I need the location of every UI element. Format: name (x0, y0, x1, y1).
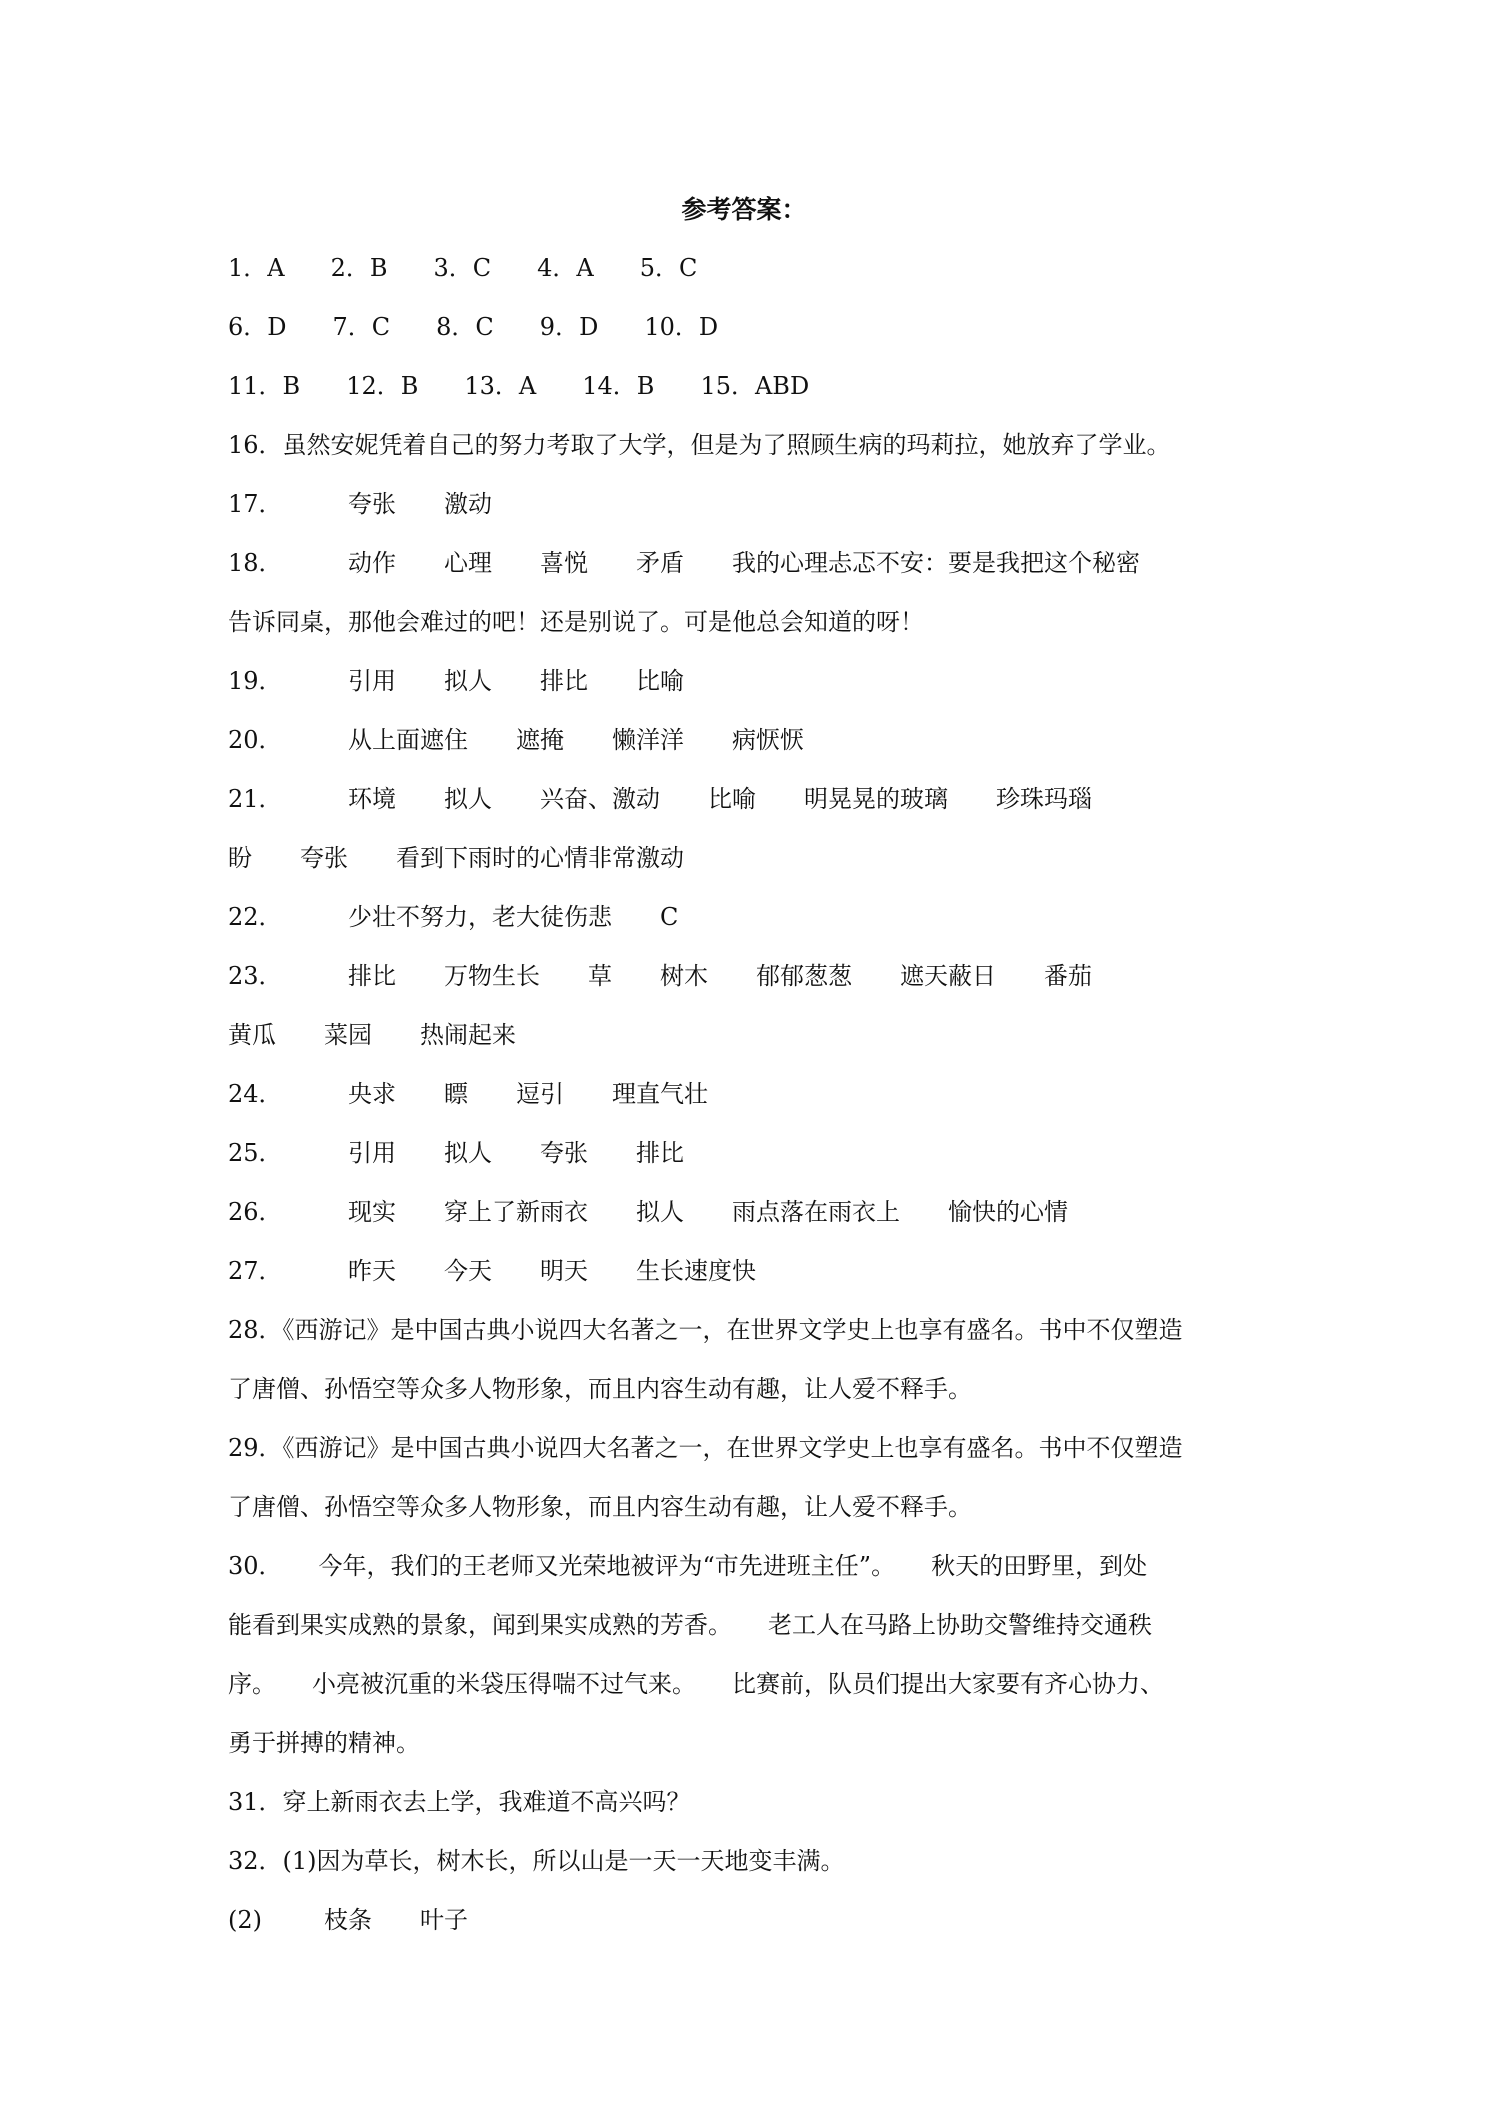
answer-28-line-2: 了唐僧、孙悟空等众多人物形象，而且内容生动有趣，让人爱不释手。 (228, 1375, 972, 1403)
answer-item: 理直气壮 (612, 1080, 708, 1108)
answer-19 (228, 661, 1268, 701)
answer-item: 动作 (348, 549, 396, 577)
question-number: 27． (228, 1257, 283, 1285)
answer-item: 愉快的心情 (948, 1198, 1068, 1226)
answer-item: 叶子 (420, 1906, 468, 1934)
answer-item: 9．D (539, 313, 599, 341)
answer-item: 懒洋洋 (612, 726, 684, 754)
answer-item: 引用 (348, 1139, 396, 1167)
mc-row-3 (228, 366, 1268, 406)
page-title: 参考答案： (681, 195, 807, 224)
answer-26 (228, 1192, 1268, 1232)
answer-30-line-3: 序。 小亮被沉重的米袋压得喘不过气来。 比赛前，队员们提出大家要有齐心协力、 (228, 1670, 1164, 1698)
answer-30-line-2: 能看到果实成熟的景象，闻到果实成熟的芳香。 老工人在马路上协助交警维持交通秩 (228, 1611, 1152, 1639)
answer-item: 比喻 (636, 667, 684, 695)
question-number: 17． (228, 490, 283, 518)
answer-31: 31．穿上新雨衣去上学，我难道不高兴吗？ (228, 1788, 691, 1816)
answer-item: 郁郁葱葱 (756, 962, 852, 990)
answer-item: 激动 (444, 490, 492, 518)
answer-22 (228, 897, 1268, 937)
answer-32-part-1: 32．(1)因为草长，树木长，所以山是一天一天地变丰满。 (228, 1847, 845, 1875)
answer-item: 12．B (346, 372, 419, 400)
question-number: (2) (228, 1906, 262, 1934)
answer-item: 13．A (464, 372, 537, 400)
answer-item: 珍珠玛瑙 (996, 785, 1092, 813)
answer-item: 兴奋、激动 (540, 785, 660, 813)
answer-item: 11．B (228, 372, 301, 400)
answer-item: 雨点落在雨衣上 (732, 1198, 900, 1226)
answer-item: 黄瓜 (228, 1021, 276, 1049)
answer-item: 明晃晃的玻璃 (804, 785, 948, 813)
answer-29-line-1: 29．《西游记》是中国古典小说四大名著之一，在世界文学史上也享有盛名。书中不仅塑造 (228, 1434, 1183, 1462)
question-number: 20． (228, 726, 283, 754)
answer-item: 我的心理忐忑不安：要是我把这个秘密 (732, 549, 1140, 577)
answer-item: 心理 (444, 549, 492, 577)
answer-16: 16．虽然安妮凭着自己的努力考取了大学，但是为了照顾生病的玛莉拉，她放弃了学业。 (228, 431, 1171, 459)
answer-item: 拟人 (636, 1198, 684, 1226)
answer-item: 夸张 (348, 490, 396, 518)
answer-item: 病恹恹 (732, 726, 804, 754)
answer-item: 从上面遮住 (348, 726, 468, 754)
answer-17 (228, 484, 1268, 524)
answer-item: 遮掩 (516, 726, 564, 754)
question-number: 25． (228, 1139, 283, 1167)
question-number: 21． (228, 785, 283, 813)
answer-23 (228, 956, 1268, 996)
answer-item: 热闹起来 (420, 1021, 516, 1049)
answer-item: 排比 (540, 667, 588, 695)
answer-item: 15．ABD (700, 372, 810, 400)
answer-item: 夸张 (540, 1139, 588, 1167)
answer-27 (228, 1251, 1268, 1291)
mc-row-2 (228, 307, 1268, 347)
answer-23-continued (228, 1015, 1268, 1055)
answer-item: 3．C (433, 254, 492, 282)
answer-21-continued (228, 838, 1268, 878)
question-number: 26． (228, 1198, 283, 1226)
answer-24 (228, 1074, 1268, 1114)
question-number: 22． (228, 903, 283, 931)
answer-item: 环境 (348, 785, 396, 813)
answer-item: 树木 (660, 962, 708, 990)
question-number: 18． (228, 549, 283, 577)
answer-item: 瞟 (444, 1080, 468, 1108)
answer-32-part-2 (228, 1900, 1268, 1940)
answer-item: 比喻 (708, 785, 756, 813)
answer-item: 拟人 (444, 667, 492, 695)
answer-25 (228, 1133, 1268, 1173)
answer-item: 现实 (348, 1198, 396, 1226)
answer-item: 4．A (537, 254, 594, 282)
mc-row-1 (228, 248, 1268, 288)
answer-item: 菜园 (324, 1021, 372, 1049)
answer-item: 喜悦 (540, 549, 588, 577)
answer-item: 排比 (636, 1139, 684, 1167)
answer-item: 14．B (582, 372, 655, 400)
question-number: 24． (228, 1080, 283, 1108)
answer-item: 拟人 (444, 785, 492, 813)
answer-item: 10．D (644, 313, 719, 341)
question-number: 19． (228, 667, 283, 695)
answer-item: 1．A (228, 254, 285, 282)
answer-28-line-1: 28．《西游记》是中国古典小说四大名著之一，在世界文学史上也享有盛名。书中不仅塑造 (228, 1316, 1183, 1344)
answer-item: C (660, 903, 679, 931)
answer-item: 5．C (639, 254, 698, 282)
answer-item: 8．C (436, 313, 494, 341)
answer-item: 矛盾 (636, 549, 684, 577)
answer-30-line-1: 30． 今年，我们的王老师又光荣地被评为“市先进班主任”。 秋天的田野里，到处 (228, 1552, 1148, 1580)
answer-item: 6．D (228, 313, 287, 341)
answer-item: 穿上了新雨衣 (444, 1198, 588, 1226)
answer-item: 枝条 (324, 1906, 372, 1934)
answer-item: 看到下雨时的心情非常激动 (396, 844, 684, 872)
answer-item: 草 (588, 962, 612, 990)
answer-item: 央求 (348, 1080, 396, 1108)
answer-item: 引用 (348, 667, 396, 695)
answer-item: 万物生长 (444, 962, 540, 990)
answer-item: 昨天 (348, 1257, 396, 1285)
answer-item: 逗引 (516, 1080, 564, 1108)
answer-21 (228, 779, 1268, 819)
answer-item: 明天 (540, 1257, 588, 1285)
answer-item: 盼 (228, 844, 252, 872)
answer-18-continued: 告诉同桌，那他会难过的吧！还是别说了。可是他总会知道的呀！ (228, 608, 924, 636)
answer-item: 夸张 (300, 844, 348, 872)
answer-30-line-4: 勇于拼搏的精神。 (228, 1729, 420, 1757)
answer-item: 2．B (330, 254, 388, 282)
answer-item: 遮天蔽日 (900, 962, 996, 990)
answer-item: 排比 (348, 962, 396, 990)
answer-item: 拟人 (444, 1139, 492, 1167)
answer-item: 生长速度快 (636, 1257, 756, 1285)
answer-item: 少壮不努力，老大徒伤悲 (348, 903, 612, 931)
answer-18 (228, 543, 1268, 583)
answer-item: 今天 (444, 1257, 492, 1285)
answer-29-line-2: 了唐僧、孙悟空等众多人物形象，而且内容生动有趣，让人爱不释手。 (228, 1493, 972, 1521)
question-number: 23． (228, 962, 283, 990)
answer-item: 番茄 (1044, 962, 1092, 990)
answer-20 (228, 720, 1268, 760)
answer-item: 7．C (332, 313, 391, 341)
